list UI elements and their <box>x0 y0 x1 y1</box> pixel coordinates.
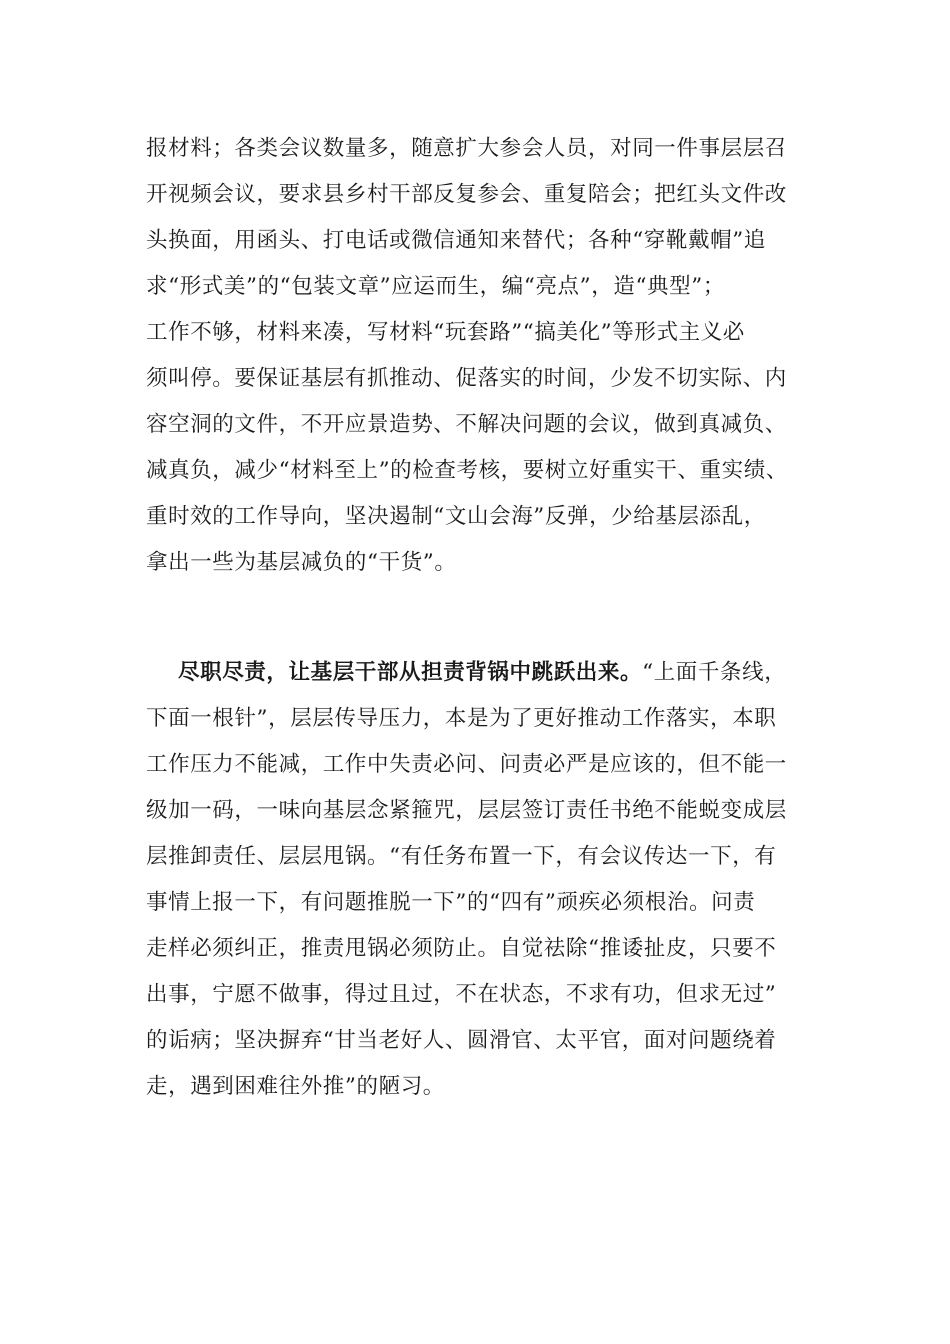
paragraph-line: 减真负，减少“材料至上”的检查考核，要树立好重实干、重实绩、 <box>146 458 788 483</box>
paragraph-1 <box>146 126 806 586</box>
paragraph-line: 级加一码，一味向基层念紧箍咒，层层签订责任书绝不能蜕变成层 <box>146 798 787 823</box>
paragraph-line: 事情上报一下，有问题推脱一下”的“四有”顽疾必须根治。问责 <box>146 890 756 915</box>
paragraph-line: 须叫停。要保证基层有抓推动、促落实的时间，少发不切实际、内 <box>146 366 787 391</box>
paragraph-line: 下面一根针”，层层传导压力，本是为了更好推动工作落实，本职 <box>146 706 777 731</box>
paragraph-line: 走样必须纠正，推责甩锅必须防止。自觉祛除“推诿扯皮，只要不 <box>146 936 777 961</box>
paragraph-line: 工作不够，材料来凑，写材料“玩套路”“搞美化”等形式主义必 <box>146 320 745 345</box>
paragraph-line-rest: “上面千条线， <box>642 660 787 685</box>
paragraph-2 <box>146 650 806 1110</box>
paragraph-line: 层推卸责任、层层甩锅。“有任务布置一下，有会议传达一下，有 <box>146 844 777 869</box>
paragraph-line: 开视频会议，要求县乡村干部反复参会、重复陪会；把红头文件改 <box>146 182 787 207</box>
paragraph-line: 工作压力不能减，工作中失责必问、问责必严是应该的，但不能一 <box>146 752 787 777</box>
paragraph-line: 走，遇到困难往外推”的陋习。 <box>146 1074 445 1099</box>
paragraph-line: 出事，宁愿不做事，得过且过，不在状态，不求有功，但求无过” <box>146 982 777 1007</box>
paragraph-line: 的诟病；坚决摒弃“甘当老好人、圆滑官、太平官，面对问题绕着 <box>146 1028 777 1053</box>
paragraph-first-line <box>146 650 806 696</box>
paragraph-line: 重时效的工作导向，坚决遏制“文山会海”反弹，少给基层添乱， <box>146 504 766 529</box>
paragraph-line: 头换面，用函头、打电话或微信通知来替代；各种“穿靴戴帽”追 <box>146 228 766 253</box>
paragraph-heading: 尽职尽责，让基层干部从担责背锅中跳跃出来。 <box>178 660 643 685</box>
paragraph-line: 拿出一些为基层减负的“干货”。 <box>146 550 457 575</box>
paragraph-line: 容空洞的文件，不开应景造势、不解决问题的会议，做到真减负、 <box>146 412 787 437</box>
paragraph-line: 求“形式美”的“包装文章”应运而生，编“亮点”，造“典型”； <box>146 274 725 299</box>
paragraph-line: 报材料；各类会议数量多，随意扩大参会人员，对同一件事层层召 <box>146 136 787 161</box>
